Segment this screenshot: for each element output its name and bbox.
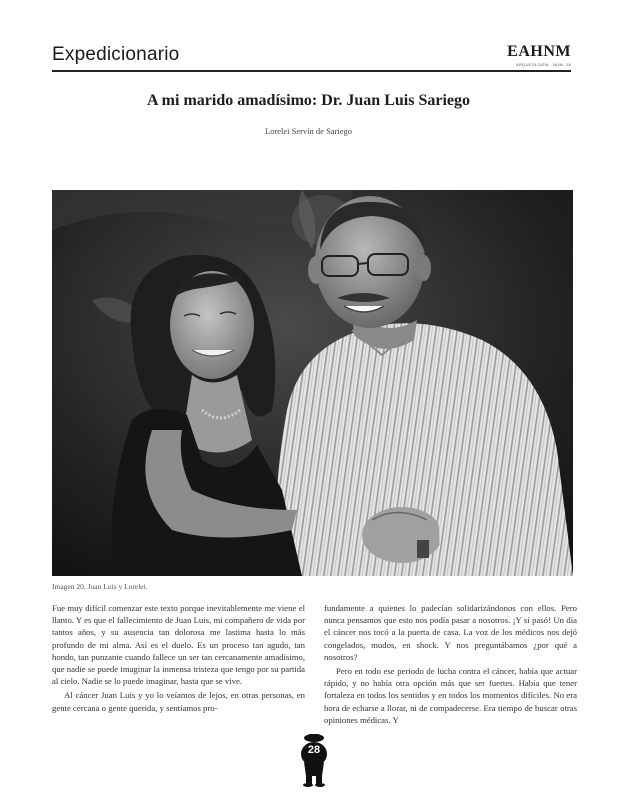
- logo-subtitle: ARQUEOLOGÍA · NÚM. 18: [516, 62, 571, 67]
- paragraph: Al cáncer Juan Luis y yo lo veíamos de lejos, en otras personas, en gente cercana o gente querida, y sentíamos pro-: [52, 690, 305, 713]
- article-author: Lorelei Servín de Sariego: [264, 126, 353, 136]
- couple-photo: [52, 190, 573, 576]
- paragraph: Pero en todo ese periodo de lucha contra el cáncer, había que actuar rápido, y no había otra opción más que ser fuertes. Había que tener fortaleza en todos los sentidos y en todos los momentos difíciles. No era hora de echarse a llorar, ni de compadecerse. Era tiempo de buscar otras opiniones médicas. Y: [324, 666, 577, 725]
- page-number-badge: [294, 732, 334, 787]
- text-column-left: [52, 602, 305, 714]
- paragraph: Fue muy difícil comenzar este texto porque inevitablemente me viene el llanto. Y es que el fallecimiento de Juan Luis, mi compañero de vida por tantos años, y su ausencia tan dolorosa me lastima hasta lo más profundo de mi alma. Así es el duelo. Es un proceso tan agudo, tan hondo, tan punzante cuando fallece un ser tan cercanamente amadísimo, que nadie se puede imaginar la inmensa tristeza que tengo por su partida al cielo. Nadie se lo puede imaginar, hasta que se vive.: [52, 603, 305, 687]
- logo-text: EAHNM: [507, 43, 571, 60]
- section-title: Expedicionario: [52, 44, 180, 65]
- header-divider: [52, 70, 571, 72]
- text-column-right: [324, 602, 577, 726]
- page-number: 28: [307, 744, 321, 756]
- article-title: A mi marido amadísimo: Dr. Juan Luis Sariego: [147, 92, 470, 109]
- publication-logo: [507, 44, 571, 67]
- figure-caption: Imagen 20. Juan Luis y Lorelei.: [52, 582, 148, 591]
- explorer-figure-icon: [294, 732, 334, 787]
- paragraph: fundamente a quienes lo padecían solidarizándonos con ellos. Pero nunca pensamos que esto nos podía pasar a nosotros. ¡Y sí pasó! Un día el cáncer nos tocó a la puerta de casa. La voz de los médicos nos dejó congelados, mudos, en shock. Y nos preguntábamos ¿por qué a nosotros?: [324, 603, 577, 662]
